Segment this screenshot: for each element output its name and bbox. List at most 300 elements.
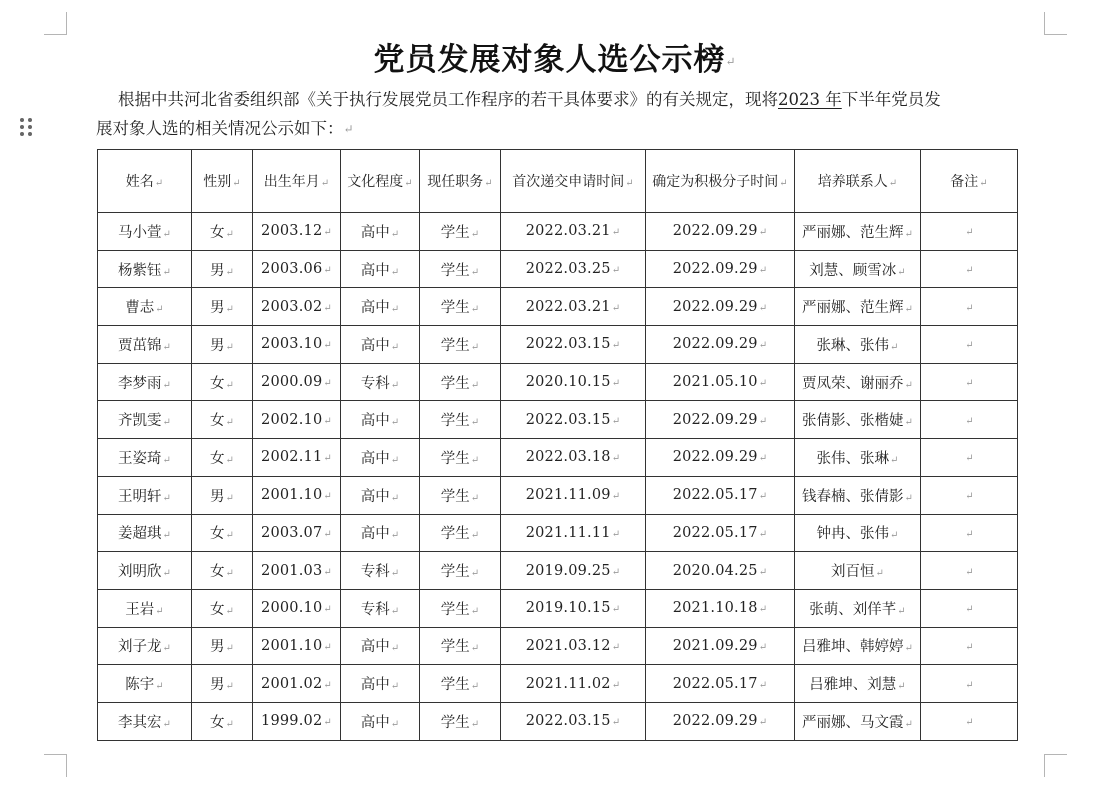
cell-mark-icon: ↵ — [965, 679, 974, 691]
cell-mark-icon: ↵ — [232, 178, 241, 189]
cell-contacts: 张倩影、张楷婕↵ — [795, 401, 921, 439]
cell-mark-icon: ↵ — [323, 302, 332, 314]
cell-remarks — [921, 702, 1018, 740]
cell-mark-icon: ↵ — [758, 227, 768, 239]
cell-activist-date: 2022.09.29↵ — [646, 401, 795, 439]
header-gender: 性别↵ — [192, 150, 253, 213]
cell-education: 高中↵ — [341, 401, 420, 439]
cell-education: 专科↵ — [341, 363, 420, 401]
cell-position: 学生↵ — [420, 514, 501, 552]
cell-mark-icon: ↵ — [904, 379, 913, 391]
header-education: 文化程度↵ — [341, 150, 420, 213]
cell-mark-icon: ↵ — [155, 605, 164, 617]
cell-mark-icon: ↵ — [390, 568, 400, 580]
cell-mark-icon: ↵ — [470, 530, 480, 542]
cell-gender: 男↵ — [192, 326, 253, 364]
cell-mark-icon: ↵ — [904, 417, 913, 429]
cell-mark-icon: ↵ — [404, 178, 413, 189]
table-row — [98, 363, 1018, 401]
cell-education: 高中↵ — [341, 665, 420, 703]
cell-mark-icon: ↵ — [323, 566, 332, 578]
cell-position: 学生↵ — [420, 552, 501, 590]
paragraph-mark-icon: ↵ — [725, 54, 737, 69]
cell-mark-icon: ↵ — [162, 454, 171, 466]
cell-mark-icon: ↵ — [390, 304, 400, 316]
cell-contacts: 贾凤荣、谢丽乔↵ — [795, 363, 921, 401]
cell-application-date: 2022.03.18↵ — [501, 439, 646, 477]
cell-mark-icon: ↵ — [390, 266, 400, 278]
cell-mark-icon: ↵ — [162, 266, 171, 278]
cell-activist-date: 2022.05.17↵ — [646, 665, 795, 703]
cell-gender: 女↵ — [192, 363, 253, 401]
table-row — [98, 627, 1018, 665]
cell-mark-icon: ↵ — [758, 528, 768, 540]
cell-mark-icon: ↵ — [390, 530, 400, 542]
cell-mark-icon: ↵ — [390, 341, 400, 353]
candidate-table — [97, 149, 1018, 741]
cell-contacts: 严丽娜、范生辉↵ — [795, 213, 921, 251]
cell-mark-icon: ↵ — [888, 178, 898, 189]
cell-application-date: 2021.11.09↵ — [501, 476, 646, 514]
cell-mark-icon: ↵ — [965, 265, 974, 277]
intro-year: 2023 年 — [778, 90, 842, 109]
intro-paragraph — [96, 85, 1046, 144]
cell-name: 曹志↵ — [98, 288, 192, 326]
cell-contacts: 吕雅坤、韩婷婷↵ — [795, 627, 921, 665]
cell-mark-icon: ↵ — [758, 265, 768, 277]
cell-gender: 男↵ — [192, 288, 253, 326]
cell-gender: 女↵ — [192, 589, 253, 627]
cell-education: 高中↵ — [341, 514, 420, 552]
cell-mark-icon: ↵ — [323, 340, 332, 352]
cell-mark-icon: ↵ — [611, 679, 621, 691]
cell-mark-icon: ↵ — [470, 266, 480, 278]
header-contacts: 培养联系人↵ — [795, 150, 921, 213]
cell-gender: 女↵ — [192, 439, 253, 477]
cell-activist-date: 2020.04.25↵ — [646, 552, 795, 590]
cell-mark-icon: ↵ — [904, 643, 913, 655]
cell-education: 高中↵ — [341, 627, 420, 665]
cell-mark-icon: ↵ — [758, 302, 768, 314]
cell-contacts: 刘百恒↵ — [795, 552, 921, 590]
cell-name: 姜超琪↵ — [98, 514, 192, 552]
cell-mark-icon: ↵ — [758, 604, 768, 616]
cell-mark-icon: ↵ — [611, 528, 621, 540]
intro-text-line2: 展对象人选的相关情况公示如下： — [96, 119, 344, 138]
cell-birth: 2001.02↵ — [253, 665, 341, 703]
cell-mark-icon: ↵ — [225, 379, 234, 391]
cell-mark-icon: ↵ — [225, 568, 234, 580]
cell-remarks — [921, 514, 1018, 552]
cell-application-date: 2020.10.15↵ — [501, 363, 646, 401]
cell-remarks — [921, 627, 1018, 665]
cell-activist-date: 2022.05.17↵ — [646, 476, 795, 514]
cell-position: 学生↵ — [420, 326, 501, 364]
cell-name: 马小萱↵ — [98, 213, 192, 251]
cell-birth: 2001.10↵ — [253, 476, 341, 514]
cell-birth: 2000.09↵ — [253, 363, 341, 401]
cell-mark-icon: ↵ — [390, 643, 400, 655]
cell-mark-icon: ↵ — [965, 491, 974, 503]
header-position: 现任职务↵ — [420, 150, 501, 213]
cell-mark-icon: ↵ — [890, 341, 899, 353]
cell-mark-icon: ↵ — [323, 265, 332, 277]
cell-mark-icon: ↵ — [904, 228, 913, 240]
cell-application-date: 2021.11.02↵ — [501, 665, 646, 703]
header-activist-date: 确定为积极分子时间↵ — [646, 150, 795, 213]
cell-mark-icon: ↵ — [390, 228, 400, 240]
cell-name: 齐凯雯↵ — [98, 401, 192, 439]
cell-mark-icon: ↵ — [162, 568, 171, 580]
cell-position: 学生↵ — [420, 401, 501, 439]
page-corner-mark-bottom-right — [1044, 754, 1067, 777]
cell-application-date: 2019.10.15↵ — [501, 589, 646, 627]
cell-application-date: 2021.11.11↵ — [501, 514, 646, 552]
cell-mark-icon: ↵ — [470, 605, 480, 617]
cell-mark-icon: ↵ — [611, 566, 621, 578]
cell-mark-icon: ↵ — [470, 681, 480, 693]
cell-mark-icon: ↵ — [965, 378, 974, 390]
cell-mark-icon: ↵ — [758, 340, 768, 352]
cell-activist-date: 2022.09.29↵ — [646, 250, 795, 288]
cell-mark-icon: ↵ — [470, 417, 480, 429]
cell-mark-icon: ↵ — [611, 717, 621, 729]
cell-position: 学生↵ — [420, 589, 501, 627]
cell-name: 刘子龙↵ — [98, 627, 192, 665]
cell-mark-icon: ↵ — [225, 304, 234, 316]
cell-education: 高中↵ — [341, 250, 420, 288]
cell-mark-icon: ↵ — [470, 304, 480, 316]
table-row — [98, 439, 1018, 477]
cell-application-date: 2019.09.25↵ — [501, 552, 646, 590]
cell-mark-icon: ↵ — [611, 604, 621, 616]
cell-mark-icon: ↵ — [470, 718, 480, 730]
cell-mark-icon: ↵ — [225, 266, 234, 278]
cell-position: 学生↵ — [420, 288, 501, 326]
cell-mark-icon: ↵ — [225, 718, 234, 730]
cell-mark-icon: ↵ — [225, 530, 234, 542]
cell-mark-icon: ↵ — [390, 605, 400, 617]
cell-mark-icon: ↵ — [390, 417, 400, 429]
cell-gender: 男↵ — [192, 627, 253, 665]
cell-mark-icon: ↵ — [470, 643, 480, 655]
cell-remarks — [921, 250, 1018, 288]
table-row — [98, 514, 1018, 552]
cell-birth: 2003.12↵ — [253, 213, 341, 251]
cell-mark-icon: ↵ — [904, 718, 913, 730]
cell-mark-icon: ↵ — [611, 491, 621, 503]
cell-application-date: 2022.03.15↵ — [501, 401, 646, 439]
cell-name: 王岩↵ — [98, 589, 192, 627]
cell-name: 王姿琦↵ — [98, 439, 192, 477]
cell-contacts: 刘慧、顾雪冰↵ — [795, 250, 921, 288]
cell-birth: 2002.10↵ — [253, 401, 341, 439]
cell-mark-icon: ↵ — [155, 304, 164, 316]
cell-remarks — [921, 439, 1018, 477]
cell-mark-icon: ↵ — [611, 453, 621, 465]
table-move-handle-icon[interactable] — [20, 118, 34, 136]
cell-activist-date: 2022.09.29↵ — [646, 702, 795, 740]
cell-position: 学生↵ — [420, 702, 501, 740]
cell-position: 学生↵ — [420, 363, 501, 401]
cell-mark-icon: ↵ — [323, 227, 332, 239]
cell-mark-icon: ↵ — [154, 178, 164, 189]
cell-contacts: 严丽娜、马文霞↵ — [795, 702, 921, 740]
cell-mark-icon: ↵ — [470, 454, 480, 466]
cell-mark-icon: ↵ — [323, 641, 332, 653]
cell-birth: 2000.10↵ — [253, 589, 341, 627]
cell-remarks — [921, 326, 1018, 364]
cell-education: 高中↵ — [341, 326, 420, 364]
cell-mark-icon: ↵ — [162, 643, 171, 655]
cell-remarks — [921, 476, 1018, 514]
cell-application-date: 2022.03.21↵ — [501, 213, 646, 251]
cell-birth: 2003.02↵ — [253, 288, 341, 326]
cell-mark-icon: ↵ — [965, 415, 974, 427]
cell-mark-icon: ↵ — [611, 302, 621, 314]
cell-mark-icon: ↵ — [611, 227, 621, 239]
cell-position: 学生↵ — [420, 213, 501, 251]
cell-activist-date: 2021.09.29↵ — [646, 627, 795, 665]
cell-mark-icon: ↵ — [611, 340, 621, 352]
cell-activist-date: 2022.09.29↵ — [646, 213, 795, 251]
cell-name: 刘明欣↵ — [98, 552, 192, 590]
page-title: 党员发展对象人选公示榜↵ — [373, 42, 737, 78]
cell-position: 学生↵ — [420, 665, 501, 703]
cell-application-date: 2021.03.12↵ — [501, 627, 646, 665]
cell-application-date: 2022.03.15↵ — [501, 702, 646, 740]
cell-mark-icon: ↵ — [965, 528, 974, 540]
cell-mark-icon: ↵ — [225, 417, 234, 429]
cell-education: 专科↵ — [341, 589, 420, 627]
cell-mark-icon: ↵ — [611, 265, 621, 277]
cell-contacts: 吕雅坤、刘慧↵ — [795, 665, 921, 703]
cell-gender: 女↵ — [192, 552, 253, 590]
cell-mark-icon: ↵ — [323, 453, 332, 465]
cell-mark-icon: ↵ — [470, 492, 480, 504]
cell-mark-icon: ↵ — [162, 530, 171, 542]
cell-mark-icon: ↵ — [225, 681, 234, 693]
table-row — [98, 552, 1018, 590]
cell-mark-icon: ↵ — [484, 178, 493, 189]
cell-mark-icon: ↵ — [965, 641, 974, 653]
cell-mark-icon: ↵ — [162, 492, 171, 504]
cell-mark-icon: ↵ — [390, 492, 400, 504]
cell-mark-icon: ↵ — [390, 718, 400, 730]
cell-mark-icon: ↵ — [758, 453, 768, 465]
cell-application-date: 2022.03.15↵ — [501, 326, 646, 364]
cell-mark-icon: ↵ — [897, 681, 906, 693]
cell-birth: 2002.11↵ — [253, 439, 341, 477]
cell-mark-icon: ↵ — [225, 492, 234, 504]
intro-text-part1: 根据中共河北省委组织部《关于执行发展党员工作程序的若干具体要求》的有关规定，现将 — [118, 90, 778, 109]
cell-mark-icon: ↵ — [162, 379, 171, 391]
cell-mark-icon: ↵ — [758, 566, 768, 578]
table-row — [98, 401, 1018, 439]
cell-mark-icon: ↵ — [965, 453, 974, 465]
cell-mark-icon: ↵ — [979, 178, 988, 189]
cell-mark-icon: ↵ — [323, 378, 332, 390]
cell-activist-date: 2022.09.29↵ — [646, 439, 795, 477]
cell-gender: 女↵ — [192, 702, 253, 740]
cell-mark-icon: ↵ — [162, 228, 171, 240]
cell-mark-icon: ↵ — [758, 679, 768, 691]
cell-birth: 2003.10↵ — [253, 326, 341, 364]
cell-application-date: 2022.03.25↵ — [501, 250, 646, 288]
cell-contacts: 张伟、张琳↵ — [795, 439, 921, 477]
table-row — [98, 326, 1018, 364]
header-application-date: 首次递交申请时间↵ — [501, 150, 646, 213]
page-corner-mark-top-right — [1044, 12, 1067, 35]
cell-mark-icon: ↵ — [470, 228, 480, 240]
cell-mark-icon: ↵ — [470, 341, 480, 353]
cell-mark-icon: ↵ — [965, 302, 974, 314]
table-row — [98, 476, 1018, 514]
cell-mark-icon: ↵ — [758, 415, 768, 427]
cell-mark-icon: ↵ — [965, 227, 974, 239]
cell-mark-icon: ↵ — [611, 641, 621, 653]
cell-contacts: 钟冉、张伟↵ — [795, 514, 921, 552]
cell-remarks — [921, 552, 1018, 590]
cell-mark-icon: ↵ — [779, 178, 788, 189]
page-corner-mark-bottom-left — [44, 754, 67, 777]
cell-mark-icon: ↵ — [225, 454, 234, 466]
cell-birth: 2003.07↵ — [253, 514, 341, 552]
cell-remarks — [921, 213, 1018, 251]
cell-gender: 男↵ — [192, 476, 253, 514]
cell-birth: 2003.06↵ — [253, 250, 341, 288]
cell-mark-icon: ↵ — [323, 679, 332, 691]
cell-remarks — [921, 665, 1018, 703]
cell-contacts: 钱春楠、张倩影↵ — [795, 476, 921, 514]
page-corner-mark-top-left — [44, 12, 67, 35]
cell-mark-icon: ↵ — [890, 454, 899, 466]
cell-activist-date: 2021.10.18↵ — [646, 589, 795, 627]
cell-activist-date: 2022.05.17↵ — [646, 514, 795, 552]
table-body — [98, 213, 1018, 741]
cell-mark-icon: ↵ — [470, 379, 480, 391]
cell-mark-icon: ↵ — [323, 604, 332, 616]
cell-contacts: 严丽娜、范生辉↵ — [795, 288, 921, 326]
cell-mark-icon: ↵ — [758, 378, 768, 390]
table-row — [98, 665, 1018, 703]
cell-mark-icon: ↵ — [904, 304, 913, 316]
cell-mark-icon: ↵ — [162, 341, 171, 353]
cell-name: 王明轩↵ — [98, 476, 192, 514]
paragraph-mark-icon: ↵ — [343, 122, 354, 136]
table-row — [98, 589, 1018, 627]
cell-activist-date: 2022.09.29↵ — [646, 288, 795, 326]
cell-mark-icon: ↵ — [390, 454, 400, 466]
cell-mark-icon: ↵ — [323, 491, 332, 503]
cell-position: 学生↵ — [420, 250, 501, 288]
cell-position: 学生↵ — [420, 439, 501, 477]
cell-activist-date: 2022.09.29↵ — [646, 326, 795, 364]
cell-education: 高中↵ — [341, 439, 420, 477]
cell-birth: 1999.02↵ — [253, 702, 341, 740]
cell-contacts: 张萌、刘佯芊↵ — [795, 589, 921, 627]
cell-remarks — [921, 589, 1018, 627]
cell-education: 高中↵ — [341, 476, 420, 514]
cell-gender: 女↵ — [192, 514, 253, 552]
cell-mark-icon: ↵ — [875, 568, 884, 580]
cell-name: 贾茁锦↵ — [98, 326, 192, 364]
cell-mark-icon: ↵ — [965, 566, 974, 578]
cell-gender: 男↵ — [192, 665, 253, 703]
cell-name: 李梦雨↵ — [98, 363, 192, 401]
cell-mark-icon: ↵ — [470, 568, 480, 580]
cell-remarks — [921, 401, 1018, 439]
cell-mark-icon: ↵ — [225, 605, 234, 617]
table-header-row — [98, 150, 1018, 213]
cell-activist-date: 2021.05.10↵ — [646, 363, 795, 401]
cell-remarks — [921, 363, 1018, 401]
cell-mark-icon: ↵ — [965, 604, 974, 616]
cell-mark-icon: ↵ — [625, 178, 634, 189]
cell-name: 陈宇↵ — [98, 665, 192, 703]
cell-gender: 男↵ — [192, 250, 253, 288]
cell-mark-icon: ↵ — [611, 378, 621, 390]
header-name: 姓名↵ — [98, 150, 192, 213]
cell-gender: 女↵ — [192, 213, 253, 251]
cell-mark-icon: ↵ — [320, 178, 330, 189]
cell-education: 高中↵ — [341, 213, 420, 251]
cell-mark-icon: ↵ — [904, 492, 913, 504]
cell-mark-icon: ↵ — [758, 717, 768, 729]
cell-name: 李其宏↵ — [98, 702, 192, 740]
cell-mark-icon: ↵ — [155, 681, 164, 693]
cell-mark-icon: ↵ — [890, 530, 899, 542]
cell-education: 高中↵ — [341, 288, 420, 326]
cell-position: 学生↵ — [420, 627, 501, 665]
cell-mark-icon: ↵ — [225, 228, 234, 240]
table-row — [98, 288, 1018, 326]
header-remarks: 备注↵ — [921, 150, 1018, 213]
table-row — [98, 250, 1018, 288]
cell-education: 高中↵ — [341, 702, 420, 740]
cell-mark-icon: ↵ — [897, 266, 906, 278]
cell-position: 学生↵ — [420, 476, 501, 514]
cell-mark-icon: ↵ — [162, 417, 171, 429]
cell-mark-icon: ↵ — [897, 605, 906, 617]
cell-mark-icon: ↵ — [323, 717, 332, 729]
cell-remarks — [921, 288, 1018, 326]
intro-text-part2: 下半年党员发 — [841, 90, 941, 109]
cell-birth: 2001.10↵ — [253, 627, 341, 665]
cell-mark-icon: ↵ — [323, 528, 332, 540]
cell-application-date: 2022.03.21↵ — [501, 288, 646, 326]
cell-mark-icon: ↵ — [758, 491, 768, 503]
table-row — [98, 702, 1018, 740]
cell-mark-icon: ↵ — [758, 641, 768, 653]
cell-mark-icon: ↵ — [965, 340, 974, 352]
cell-mark-icon: ↵ — [965, 717, 974, 729]
cell-birth: 2001.03↵ — [253, 552, 341, 590]
cell-name: 杨紫钰↵ — [98, 250, 192, 288]
cell-gender: 女↵ — [192, 401, 253, 439]
cell-education: 专科↵ — [341, 552, 420, 590]
cell-mark-icon: ↵ — [225, 341, 234, 353]
cell-mark-icon: ↵ — [225, 643, 234, 655]
cell-mark-icon: ↵ — [390, 379, 400, 391]
cell-mark-icon: ↵ — [162, 718, 171, 730]
cell-contacts: 张琳、张伟↵ — [795, 326, 921, 364]
table-row — [98, 213, 1018, 251]
header-birth: 出生年月↵ — [253, 150, 341, 213]
cell-mark-icon: ↵ — [323, 415, 332, 427]
cell-mark-icon: ↵ — [390, 681, 400, 693]
cell-mark-icon: ↵ — [611, 415, 621, 427]
